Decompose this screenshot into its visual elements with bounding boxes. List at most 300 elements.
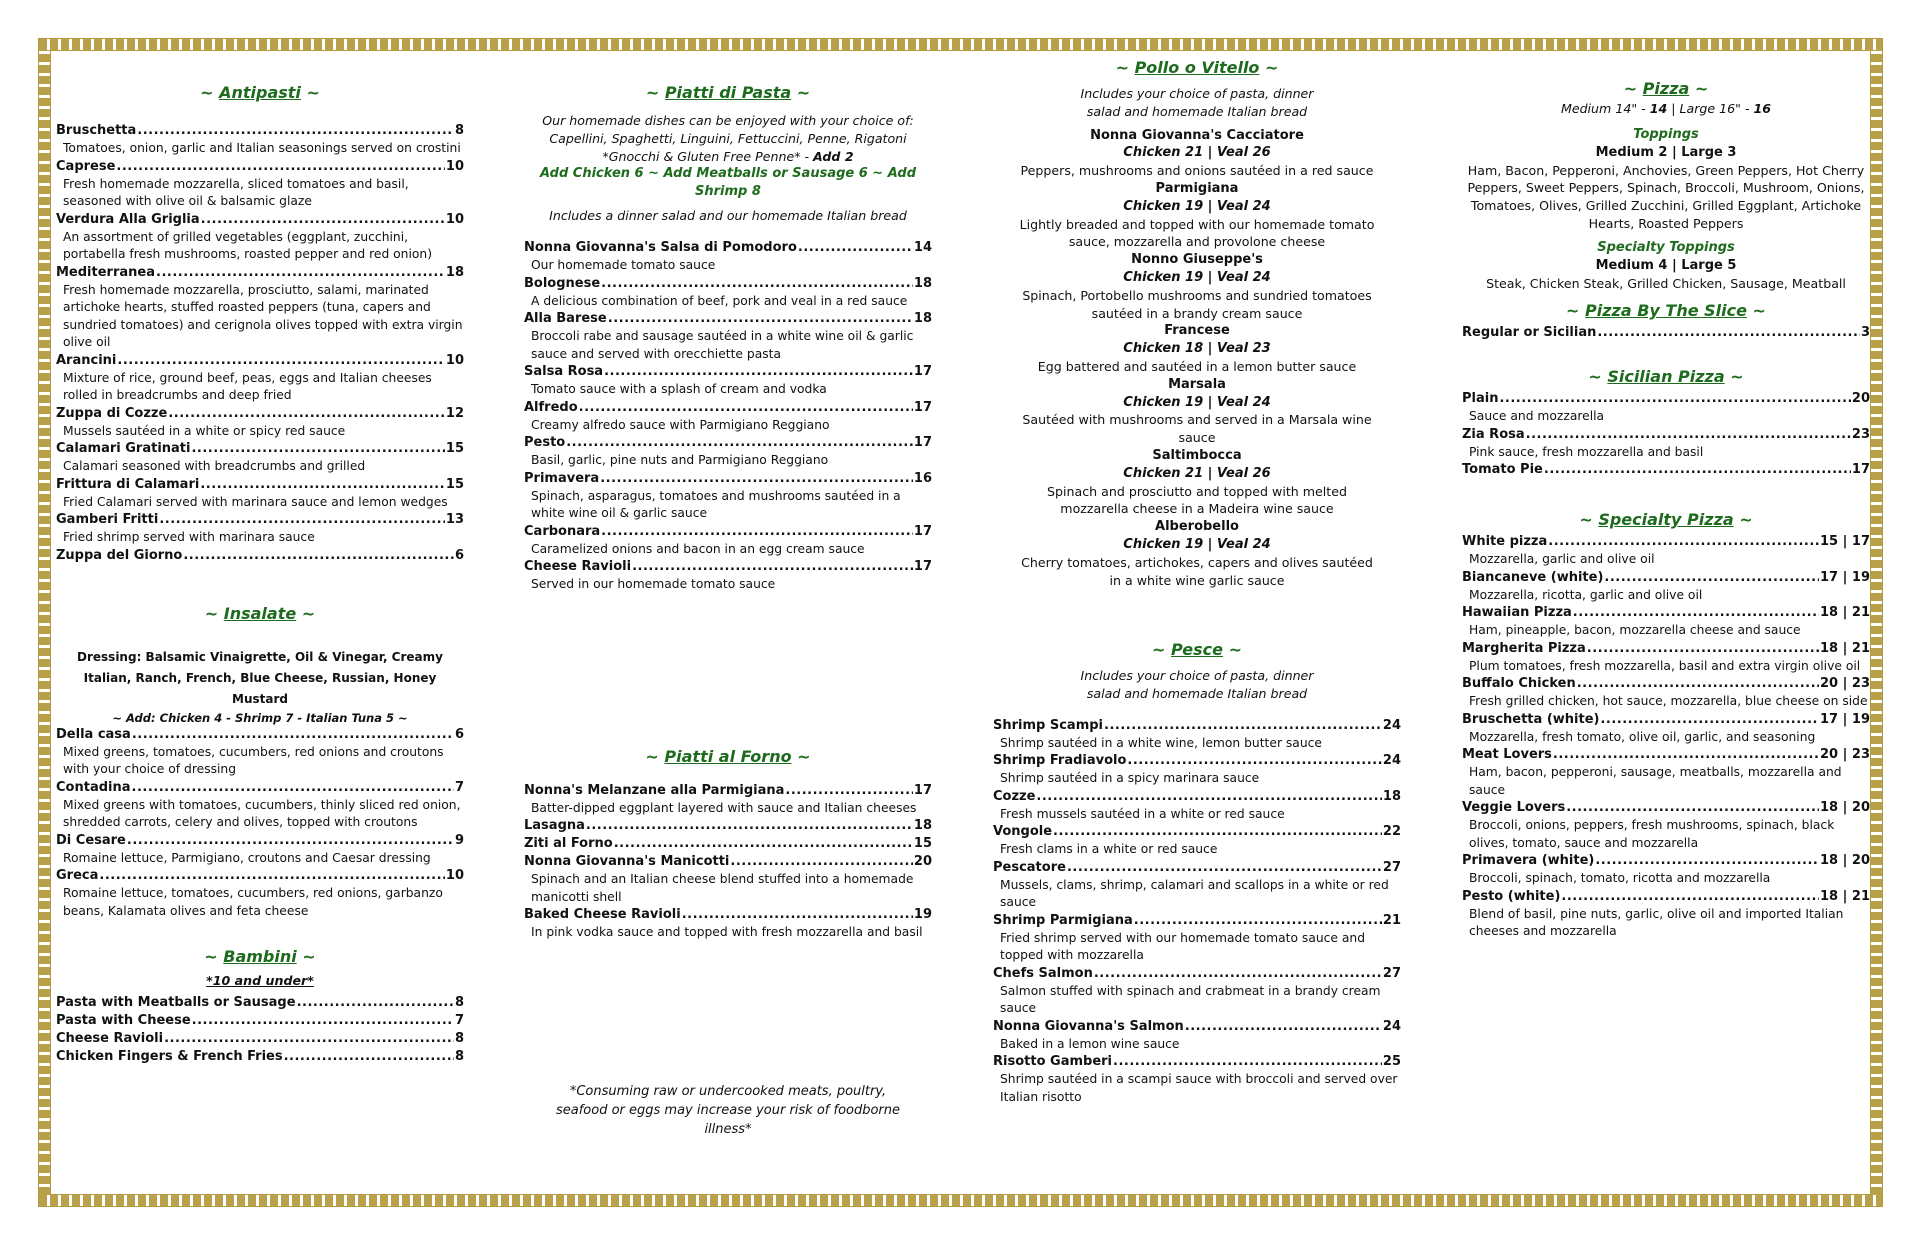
menu-item (56, 352, 464, 370)
menu-item (1462, 799, 1870, 817)
item-description: Served in our homemade tomato sauce (531, 577, 776, 592)
item-price: 17 (913, 523, 932, 539)
sicilian-list (1462, 390, 1870, 479)
item-price: 17 (913, 364, 932, 380)
dot-leader (1185, 1018, 1382, 1036)
menu-item (1462, 569, 1870, 587)
dot-leader (1553, 746, 1819, 764)
menu-item (524, 558, 932, 576)
dot-leader (1113, 1053, 1382, 1071)
item-name: Primavera (524, 470, 600, 486)
section-title-bambini: ~ Bambini ~ (204, 947, 316, 966)
item-description: Mozzarella, fresh tomato, olive oil, garlic, and seasoning (1469, 729, 1816, 744)
item-price: 8 (454, 994, 464, 1010)
dot-leader (586, 817, 913, 835)
item-price: 25 (1382, 1054, 1401, 1070)
item-name: Nonna Giovanna's Salsa di Pomodoro (524, 240, 797, 256)
item-name: Baked Cheese Ravioli (524, 907, 681, 923)
item-name: Risotto Gamberi (993, 1054, 1112, 1070)
item-name: Chefs Salmon (993, 965, 1093, 981)
item-name: Bruschetta (56, 123, 137, 138)
item-name: Cozze (993, 788, 1036, 804)
toppings-price: Medium 2 | Large 3 (1595, 144, 1737, 160)
dot-leader (1577, 675, 1819, 693)
item-name: Chicken Fingers & French Fries (56, 1048, 283, 1064)
menu-item (56, 476, 464, 494)
item-name: Cheese Ravioli (56, 1030, 164, 1046)
column-1 (56, 82, 464, 1066)
item-price: 8 (454, 123, 464, 138)
menu-item (56, 867, 464, 885)
item-description: Sauce and mozzarella (1469, 409, 1605, 424)
item-name: Biancaneve (white) (1462, 569, 1604, 585)
dot-leader (1548, 533, 1819, 551)
item-price: 20 | 23 (1820, 747, 1870, 763)
dot-leader (608, 310, 913, 328)
item-description: Ham, bacon, pepperoni, sausage, meatballs, mozzarella and sauce (1469, 765, 1842, 797)
item-description: Calamari seasoned with breadcrumbs and grilled (63, 459, 366, 473)
menu-item (56, 779, 464, 797)
item-price: Chicken 19 | Veal 24 (1123, 198, 1271, 214)
item-name: Caprese (56, 158, 116, 174)
item-price: 8 (454, 1030, 464, 1046)
item-name: Zuppa di Cozze (56, 405, 168, 421)
slice-list (1462, 324, 1870, 342)
item-price: Chicken 18 | Veal 23 (1123, 341, 1271, 357)
item-description: Batter-dipped eggplant layered with sauce and Italian cheeses (531, 800, 917, 815)
dot-leader (132, 726, 454, 744)
menu-item (524, 310, 932, 328)
dot-leader (297, 994, 454, 1012)
item-description: An assortment of grilled vegetables (eggplant, zucchini, portabella fresh mushrooms, roasted pepper and red onion) (63, 229, 433, 261)
item-price: 20 | 23 (1820, 676, 1870, 692)
item-description: Baked in a lemon wine sauce (1000, 1036, 1180, 1051)
dressing-list: Dressing: Balsamic Vinaigrette, Oil & Vinegar, Creamy Italian, Ranch, French, Blue Cheese, Russian, Honey Mustard (77, 649, 443, 706)
item-description: Mozzarella, garlic and olive oil (1469, 552, 1655, 567)
menu-item (993, 1018, 1401, 1036)
item-name: Di Cesare (56, 832, 126, 848)
item-description: Fresh homemade mozzarella, prosciutto, salami, marinated artichoke hearts, stuffed roasted peppers (tuna, capers and sundried tomatoes) and cerignola olives topped with extra virgin olive oil (63, 282, 463, 349)
pollo-includes: Includes your choice of pasta, dinner salad and homemade Italian bread (1080, 86, 1314, 119)
item-price: 15 (445, 476, 464, 492)
menu-item (993, 965, 1401, 983)
item-price: 8 (454, 1048, 464, 1064)
item-price: 18 | 21 (1820, 605, 1870, 621)
item-description: Broccoli rabe and sausage sautéed in a white wine oil & garlic sauce and served with orecchiette pasta (531, 329, 914, 361)
specialty-toppings-price: Medium 4 | Large 5 (1595, 257, 1737, 273)
item-price: Chicken 19 | Veal 24 (1123, 394, 1271, 410)
menu-item (1462, 390, 1870, 408)
menu-item (524, 363, 932, 381)
item-name: Ziti al Forno (524, 836, 613, 852)
item-price: 10 (445, 868, 464, 883)
menu-item (56, 511, 464, 529)
menu-item (56, 726, 464, 744)
item-price: 21 (1382, 912, 1401, 928)
item-description: Broccoli, onions, peppers, fresh mushrooms, spinach, black olives, tomato, sauce and mozzarella (1469, 818, 1835, 850)
dot-leader (1036, 788, 1381, 806)
menu-item (1462, 711, 1870, 729)
item-name: Meat Lovers (1462, 747, 1552, 763)
dot-leader (1127, 752, 1381, 770)
menu-item (56, 547, 464, 565)
item-price: 18 | 20 (1820, 853, 1870, 869)
item-price: 17 (913, 399, 932, 415)
item-description: Basil, garlic, pine nuts and Parmigiano Reggiano (531, 453, 829, 468)
item-description: Romaine lettuce, tomatoes, cucumbers, red onions, garbanzo beans, Kalamata olives and feta cheese (63, 886, 443, 918)
item-name: Pesto (white) (1462, 888, 1561, 904)
menu-item (56, 994, 464, 1012)
menu-item (56, 1012, 464, 1030)
item-description: Tomatoes, onion, garlic and Italian seasonings served on crostini (63, 141, 461, 155)
dot-leader (785, 782, 912, 800)
item-price: 16 (913, 470, 932, 486)
item-description: Fried shrimp served with marinara sauce (63, 530, 315, 544)
menu-item (56, 211, 464, 229)
item-description: Fresh homemade mozzarella, sliced tomatoes and basil, seasoned with olive oil & balsamic glaze (63, 176, 409, 208)
item-description: Romaine lettuce, Parmigiano, croutons and Caesar dressing (63, 850, 431, 865)
menu-item (524, 239, 932, 257)
section-title-insalate: ~ Insalate ~ (204, 603, 316, 623)
item-price: Chicken 21 | Veal 26 (1123, 145, 1271, 161)
item-price: 10 (445, 352, 464, 368)
dot-leader (730, 853, 913, 871)
insalate-list (56, 726, 464, 921)
dot-leader (1499, 390, 1850, 408)
item-name: Bruschetta (white) (1462, 711, 1600, 727)
pasta-addons: Add Chicken 6 ~ Add Meatballs or Sausage 6 ~ Add Shrimp 8 (540, 166, 916, 200)
menu-item (524, 817, 932, 835)
item-name: Regular or Sicilian (1462, 325, 1597, 341)
menu-item (993, 717, 1401, 735)
dot-leader (117, 352, 445, 370)
item-price: 17 | 19 (1820, 569, 1870, 585)
menu-item (56, 122, 464, 140)
dot-leader (164, 1030, 454, 1048)
item-price: 18 (913, 311, 932, 327)
item-price: 24 (1382, 753, 1401, 769)
food-safety-disclaimer: *Consuming raw or undercooked meats, poultry, seafood or eggs may increase your risk of foodborne illness* (555, 1083, 901, 1137)
item-description: Mixed greens, tomatoes, cucumbers, red onions and croutons with your choice of dressing (63, 744, 444, 776)
menu-item (993, 788, 1401, 806)
item-name: Cheese Ravioli (524, 559, 632, 575)
menu-item (524, 835, 932, 853)
menu-item (1462, 746, 1870, 764)
item-price: 3 (1860, 325, 1870, 341)
item-price: 20 (913, 854, 932, 870)
dot-leader (604, 363, 913, 381)
item-name: Alla Barese (524, 311, 607, 327)
item-name: Veggie Lovers (1462, 800, 1566, 816)
item-price: 18 (445, 264, 464, 280)
item-price: 12 (445, 405, 464, 421)
item-price: 7 (454, 779, 464, 795)
toppings-list: Ham, Bacon, Pepperoni, Anchovies, Green Peppers, Hot Cherry Peppers, Sweet Peppers, Spinach, Broccoli, Mushroom, Onions, Tomatoes, Olives, Grilled Zucchini, Grilled Eggplant, Artichoke Hearts, Roasted Peppers (1467, 162, 1865, 231)
antipasti-list (56, 122, 464, 565)
item-name: Hawaiian Pizza (1462, 605, 1572, 621)
item-price: 7 (454, 1012, 464, 1028)
item-description: Spinach, Portobello mushrooms and sundried tomatoes sautéed in a brandy cream sauce (1022, 287, 1372, 321)
menu-item (56, 405, 464, 423)
item-name: Della casa (56, 726, 131, 742)
specialty-pizza-list (1462, 533, 1870, 941)
item-description: Peppers, mushrooms and onions sautéed in a red sauce (1020, 163, 1374, 179)
dot-leader (600, 470, 913, 488)
section-title-specialty-pizza: ~ Specialty Pizza ~ (1579, 510, 1753, 530)
menu-item (993, 912, 1401, 930)
menu-item (524, 470, 932, 488)
menu-item (1462, 675, 1870, 693)
menu-item (56, 1030, 464, 1048)
item-name: Margherita Pizza (1462, 640, 1586, 656)
item-price: 18 (1382, 788, 1401, 804)
item-price: 24 (1382, 717, 1401, 733)
dot-leader (1595, 852, 1819, 870)
item-price: Chicken 19 | Veal 24 (1123, 269, 1271, 285)
specialty-toppings-title: Specialty Toppings (1597, 239, 1735, 255)
item-description: Mixture of rice, ground beef, peas, eggs and Italian cheeses rolled in breadcrumbs and deep fried (63, 370, 432, 402)
pesce-includes: Includes your choice of pasta, dinner salad and homemade Italian bread (1080, 668, 1314, 702)
menu-item (1462, 426, 1870, 444)
pasta-gluten-free: *Gnocchi & Gluten Free Penne* - Add 2 (602, 148, 854, 164)
item-price: 9 (454, 832, 464, 848)
item-price: 23 (1851, 426, 1870, 442)
dot-leader (1604, 569, 1819, 587)
item-description: Mussels sautéed in a white or spicy red sauce (63, 423, 346, 438)
item-name: Alfredo (524, 399, 578, 415)
item-name: Contadina (56, 779, 131, 795)
dot-leader (1094, 965, 1382, 983)
item-price: 17 (913, 782, 932, 798)
item-name: Francese (1164, 323, 1230, 339)
dot-leader (183, 547, 454, 565)
item-price: 18 (913, 275, 932, 291)
menu-item (1462, 852, 1870, 870)
item-price: 18 | 21 (1820, 640, 1870, 656)
item-name: Pasta with Meatballs or Sausage (56, 994, 296, 1010)
dot-leader (601, 523, 913, 541)
dot-leader (1053, 823, 1382, 841)
item-price: 18 | 20 (1820, 800, 1870, 816)
dot-leader (1573, 604, 1819, 622)
item-price: Chicken 21 | Veal 26 (1123, 465, 1271, 481)
item-description: Mussels, clams, shrimp, calamari and scallops in a white or red sauce (1000, 877, 1389, 910)
pesce-list (993, 717, 1401, 1107)
item-price: 20 (1851, 391, 1870, 407)
menu-item (993, 752, 1401, 770)
dot-leader (1104, 717, 1382, 735)
item-name: Mediterranea (56, 264, 155, 280)
bambini-list (56, 994, 464, 1066)
item-price: 15 (445, 441, 464, 456)
item-name: Pescatore (993, 859, 1066, 875)
menu-item (1462, 640, 1870, 658)
menu-item (993, 823, 1401, 841)
section-title-pollo: ~ Pollo o Vitello ~ (1115, 58, 1279, 77)
menu-item (993, 1053, 1401, 1071)
item-description: Egg battered and sautéed in a lemon butter sauce (1037, 358, 1357, 374)
item-price: 6 (454, 726, 464, 742)
dot-leader (1597, 324, 1860, 342)
item-name: Bolognese (524, 275, 601, 291)
pasta-shapes: Capellini, Spaghetti, Linguini, Fettuccini, Penne, Rigatoni (549, 130, 907, 146)
item-name: Parmigiana (1155, 180, 1239, 196)
item-description: Lightly breaded and topped with our homemade tomato sauce, mozzarella and provolone cheese (1019, 216, 1375, 250)
item-name: Marsala (1168, 376, 1226, 392)
section-title-pizza: ~ Pizza ~ (1623, 79, 1709, 98)
dot-leader (137, 122, 454, 140)
item-price: 6 (454, 547, 464, 563)
section-title-forno: ~ Piatti al Forno ~ (645, 746, 811, 766)
column-2 (524, 82, 932, 1139)
item-price: 15 (913, 836, 932, 852)
item-name: Arancini (56, 352, 117, 368)
item-name: Alberobello (1155, 519, 1239, 535)
item-description: Fresh clams in a white or red sauce (1000, 842, 1218, 857)
item-price: 18 | 21 (1820, 888, 1870, 904)
item-description: Shrimp sautéed in a scampi sauce with broccoli and served over Italian risotto (1000, 1072, 1398, 1104)
dot-leader (1526, 426, 1851, 444)
menu-item (1462, 461, 1870, 479)
item-description: Cherry tomatoes, artichokes, capers and olives sautéed in a white wine garlic sauce (1021, 554, 1373, 588)
dot-leader (1561, 888, 1819, 906)
item-name: Lasagna (524, 818, 585, 834)
menu-item (56, 264, 464, 282)
item-name: Verdura Alla Griglia (56, 211, 200, 227)
item-description: Creamy alfredo sauce with Parmigiano Reggiano (531, 417, 830, 432)
item-price: 19 (913, 907, 932, 923)
menu-item (1462, 604, 1870, 622)
dot-leader (614, 835, 913, 853)
dot-leader (601, 275, 913, 293)
item-description: Tomato sauce with a splash of cream and vodka (531, 382, 827, 397)
item-name: Pasta with Cheese (56, 1012, 191, 1028)
item-name: Shrimp Fradiavolo (993, 753, 1127, 769)
item-name: Nonno Giuseppe's (1131, 252, 1263, 268)
dot-leader (1067, 859, 1382, 877)
pasta-includes: Includes a dinner salad and our homemade Italian bread (549, 208, 907, 224)
menu-item (56, 1048, 464, 1066)
menu-item (1462, 324, 1870, 342)
menu-item (524, 853, 932, 871)
item-price: 17 | 19 (1820, 711, 1870, 727)
item-name: Tomato Pie (1462, 462, 1543, 478)
item-name: Calamari Gratinati (56, 441, 191, 456)
item-name: Nonna Giovanna's Manicotti (524, 854, 730, 870)
item-name: Nonna Giovanna's Cacciatore (1090, 127, 1304, 143)
menu-item (56, 158, 464, 176)
item-name: Zia Rosa (1462, 426, 1525, 442)
menu-item (524, 906, 932, 924)
section-title-antipasti: ~ Antipasti ~ (200, 83, 320, 102)
bambini-note: *10 and under* (206, 973, 314, 988)
item-price: 17 (1851, 462, 1870, 478)
item-name: Vongole (993, 824, 1053, 840)
item-name: Nonna's Melanzane alla Parmigiana (524, 782, 785, 798)
item-name: Buffalo Chicken (1462, 676, 1576, 692)
item-price: Chicken 19 | Veal 24 (1123, 536, 1271, 552)
pollo-list (993, 127, 1401, 590)
item-description: Shrimp sautéed in a white wine, lemon butter sauce (1000, 735, 1322, 750)
dot-leader (1600, 711, 1819, 729)
dot-leader (682, 906, 913, 924)
dot-leader (201, 211, 445, 229)
item-description: Our homemade tomato sauce (531, 258, 716, 273)
section-title-slice: ~ Pizza By The Slice ~ (1566, 301, 1766, 321)
dot-leader (1544, 461, 1851, 479)
dot-leader (566, 434, 913, 452)
item-name: Zuppa del Giorno (56, 547, 183, 563)
section-title-pasta: ~ Piatti di Pasta ~ (645, 83, 811, 102)
menu-item (524, 275, 932, 293)
item-price: 27 (1382, 859, 1401, 875)
item-description: Mozzarella, ricotta, garlic and olive oil (1469, 587, 1703, 602)
pasta-list (524, 239, 932, 594)
dot-leader (159, 511, 445, 529)
dot-leader (99, 867, 445, 885)
item-description: Caramelized onions and bacon in an egg cream sauce (531, 541, 865, 556)
item-description: In pink vodka sauce and topped with fresh mozzarella and basil (531, 925, 923, 940)
item-description: Blend of basil, pine nuts, garlic, olive oil and imported Italian cheeses and mozzarella (1469, 906, 1844, 939)
menu-item (524, 523, 932, 541)
item-price: 17 (913, 435, 932, 451)
item-description: Fried Calamari served with marinara sauce and lemon wedges (63, 494, 448, 509)
toppings-title: Toppings (1633, 126, 1699, 142)
item-description: Sautéed with mushrooms and served in a Marsala wine sauce (1022, 412, 1372, 446)
item-price: 10 (445, 158, 464, 174)
specialty-toppings-list: Steak, Chicken Steak, Grilled Chicken, Sausage, Meatball (1486, 275, 1846, 291)
menu-item (56, 832, 464, 850)
item-price: 22 (1382, 824, 1401, 840)
item-name: Greca (56, 868, 99, 883)
item-description: Shrimp sautéed in a spicy marinara sauce (1000, 771, 1260, 786)
menu-item (524, 399, 932, 417)
item-price: 13 (445, 512, 464, 527)
item-name: Gamberi Fritti (56, 512, 159, 527)
dot-leader (191, 440, 444, 458)
dot-leader (116, 158, 445, 176)
pizza-sizes: Medium 14" - 14 | Large 16" - 16 (1560, 101, 1772, 116)
dot-leader (632, 558, 913, 576)
dot-leader (192, 1012, 454, 1030)
dot-leader (1566, 799, 1819, 817)
menu-item (1462, 888, 1870, 906)
item-price: 15 | 17 (1820, 534, 1870, 550)
forno-list (524, 782, 932, 942)
item-description: Fresh grilled chicken, hot sauce, mozzarella, blue cheese on side (1469, 694, 1868, 709)
column-4 (1462, 78, 1870, 941)
section-title-sicilian: ~ Sicilian Pizza ~ (1588, 367, 1744, 387)
item-price: 18 (913, 818, 932, 834)
dot-leader (200, 476, 445, 494)
item-name: Carbonara (524, 523, 601, 539)
item-description: Fried shrimp served with our homemade tomato sauce and topped with mozzarella (1000, 930, 1366, 963)
dot-leader (127, 832, 454, 850)
dot-leader (798, 239, 913, 257)
menu-item (524, 782, 932, 800)
dot-leader (132, 779, 454, 797)
item-name: Primavera (white) (1462, 853, 1595, 869)
dot-leader (156, 264, 445, 282)
dot-leader (1134, 912, 1382, 930)
item-description: Plum tomatoes, fresh mozzarella, basil and extra virgin olive oil (1469, 658, 1861, 673)
item-name: Nonna Giovanna's Salmon (993, 1018, 1184, 1034)
item-description: Spinach and prosciutto and topped with melted mozzarella cheese in a Madeira wine sauce (1047, 483, 1347, 517)
item-name: Shrimp Parmigiana (993, 912, 1133, 928)
column-3 (993, 57, 1401, 1106)
section-title-pesce: ~ Pesce ~ (1152, 640, 1242, 660)
pasta-intro: Our homemade dishes can be enjoyed with your choice of: (542, 113, 914, 128)
